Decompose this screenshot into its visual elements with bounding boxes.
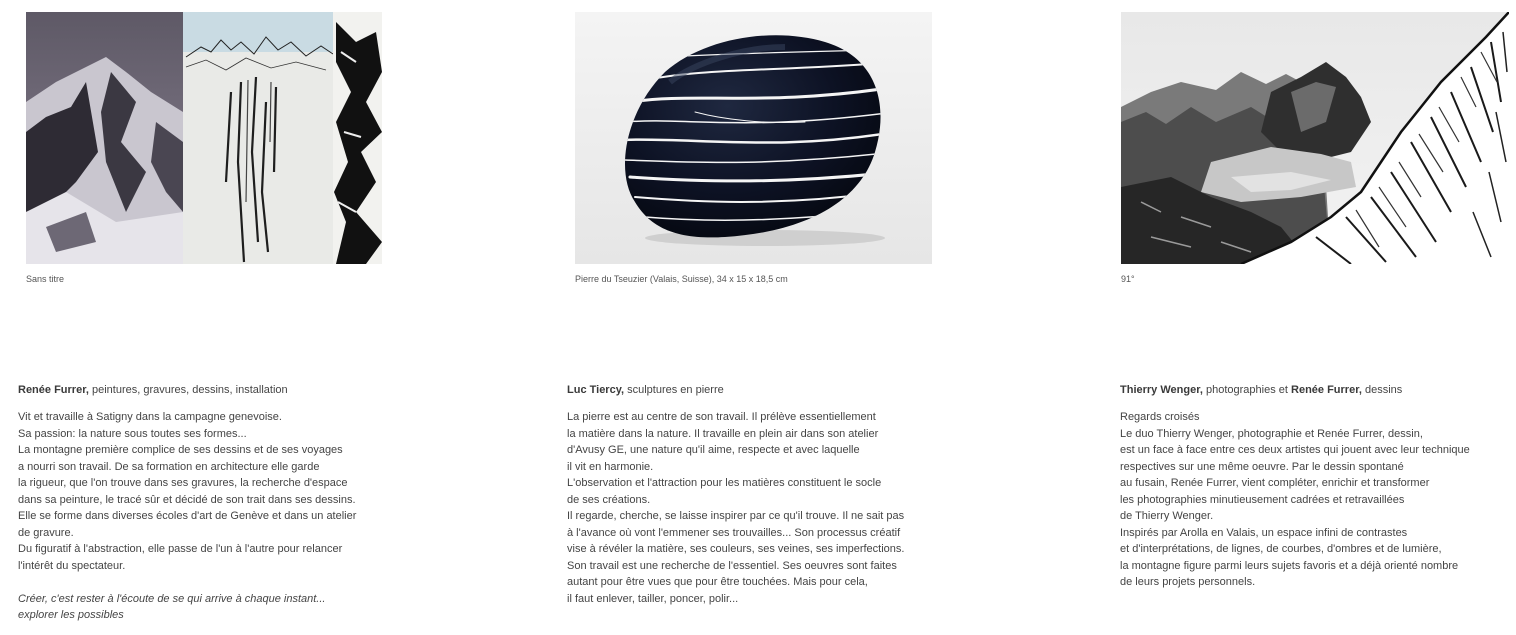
description-line: L'observation et l'attraction pour les matières constituent le socle xyxy=(567,477,882,489)
artist-role: sculptures en pierre xyxy=(624,384,724,396)
description-line: l'intérêt du spectateur. xyxy=(18,559,126,572)
description-line: à l'avance où vont l'emmener ses trouvailles... Son processus créatif xyxy=(567,526,901,539)
description-line: Elle se forme dans diverses écoles d'art de Genève et dans un atelier xyxy=(18,510,357,522)
description-line: Sa passion: la nature sous toutes ses formes... xyxy=(18,427,247,440)
quote-line: Créer, c'est rester à l'écoute de se qui arrive à chaque instant... xyxy=(18,592,326,605)
mountain-photo-drawing xyxy=(1121,12,1509,264)
mountain-painting-triptych xyxy=(26,12,382,264)
artist-role: photographies et xyxy=(1202,384,1292,396)
description-line: Le duo Thierry Wenger, photographie et Renée Furrer, dessin, xyxy=(1120,427,1423,440)
artwork-caption: Sans titre xyxy=(26,274,65,284)
artist-name-2: Renée Furrer, xyxy=(1291,384,1362,396)
description-line: et d'interprétations, de lignes, de courbes, d'ombres et de lumière, xyxy=(1120,543,1442,555)
artist-description xyxy=(18,409,356,624)
description-line: Vit et travaille à Satigny dans la campagne genevoise. xyxy=(18,411,282,423)
description-line: est un face à face entre ces deux artistes qui jouent avec leur technique xyxy=(1120,444,1470,456)
description-line: dans sa peinture, le tracé sûr et décidé de son trait dans ses dessins. xyxy=(18,493,356,506)
description-line: a nourri son travail. De sa formation en architecture elle garde xyxy=(18,460,320,473)
description-line: La pierre est au centre de son travail. Il prélève essentiellement xyxy=(567,411,876,423)
description-line: de gravure. xyxy=(18,526,74,539)
artist-role: peintures, gravures, dessins, installation xyxy=(88,384,288,396)
artist-heading xyxy=(18,384,288,396)
description-line: de ses créations. xyxy=(567,493,651,506)
description-line: Du figuratif à l'abstraction, elle passe de l'un à l'autre pour relancer xyxy=(18,543,343,555)
artwork-caption: 91° xyxy=(1121,274,1135,284)
description-line: il faut enlever, tailler, poncer, polir... xyxy=(567,592,739,605)
description-line: la rigueur, que l'on trouve dans ses gravures, la recherche d'espace xyxy=(18,477,348,489)
artist-name: Luc Tiercy, xyxy=(567,384,625,396)
description-line: d'Avusy GE, une nature qu'il aime, respecte et avec laquelle xyxy=(567,444,860,456)
description-line: il vit en harmonie. xyxy=(567,460,654,473)
artist-role-2: dessins xyxy=(1361,384,1403,396)
artwork-image[interactable] xyxy=(26,12,382,264)
description-line: les photographies minutieusement cadrées et retravaillées xyxy=(1120,493,1405,506)
description-line: respectives sur une même oeuvre. Par le dessin spontané xyxy=(1120,460,1404,473)
description-line: Son travail est une recherche de l'essentiel. Ses oeuvres sont faites xyxy=(567,559,897,572)
description-line: de leurs projets personnels. xyxy=(1120,576,1256,588)
black-stone-photo xyxy=(575,12,932,264)
description-line: la matière dans la nature. Il travaille en plein air dans son atelier xyxy=(567,427,879,440)
artwork-image[interactable] xyxy=(1121,12,1509,264)
quote-line: explorer les possibles xyxy=(18,609,124,621)
artist-name: Thierry Wenger, xyxy=(1120,384,1203,396)
description-line: de Thierry Wenger. xyxy=(1120,510,1214,522)
description-line: autant pour être vues que pour être touchées. Mais pour cela, xyxy=(567,576,868,588)
artist-heading xyxy=(1120,384,1402,396)
description-line: Il regarde, cherche, se laisse inspirer par ce qu'il trouve. Il ne sait pas xyxy=(567,510,905,522)
description-line: La montagne première complice de ses dessins et de ses voyages xyxy=(18,444,343,456)
artist-name: Renée Furrer, xyxy=(18,384,89,396)
description-line: la montagne figure parmi leurs sujets favoris et a déjà orienté nombre xyxy=(1120,559,1459,572)
paragraph-gap xyxy=(18,574,356,591)
description-line: Inspirés par Arolla en Valais, un espace infini de contrastes xyxy=(1120,526,1408,539)
artwork-caption: Pierre du Tseuzier (Valais, Suisse), 34 x 15 x 18,5 cm xyxy=(575,274,788,284)
artist-heading xyxy=(567,384,724,396)
description-line: Regards croisés xyxy=(1120,411,1200,423)
artwork-image[interactable] xyxy=(575,12,932,264)
description-line: vise à révéler la matière, ses couleurs, ses veines, ses imperfections. xyxy=(567,543,905,555)
description-line: au fusain, Renée Furrer, vient compléter, enrichir et transformer xyxy=(1120,477,1430,489)
artist-description xyxy=(567,409,904,607)
artist-description xyxy=(1120,409,1470,591)
